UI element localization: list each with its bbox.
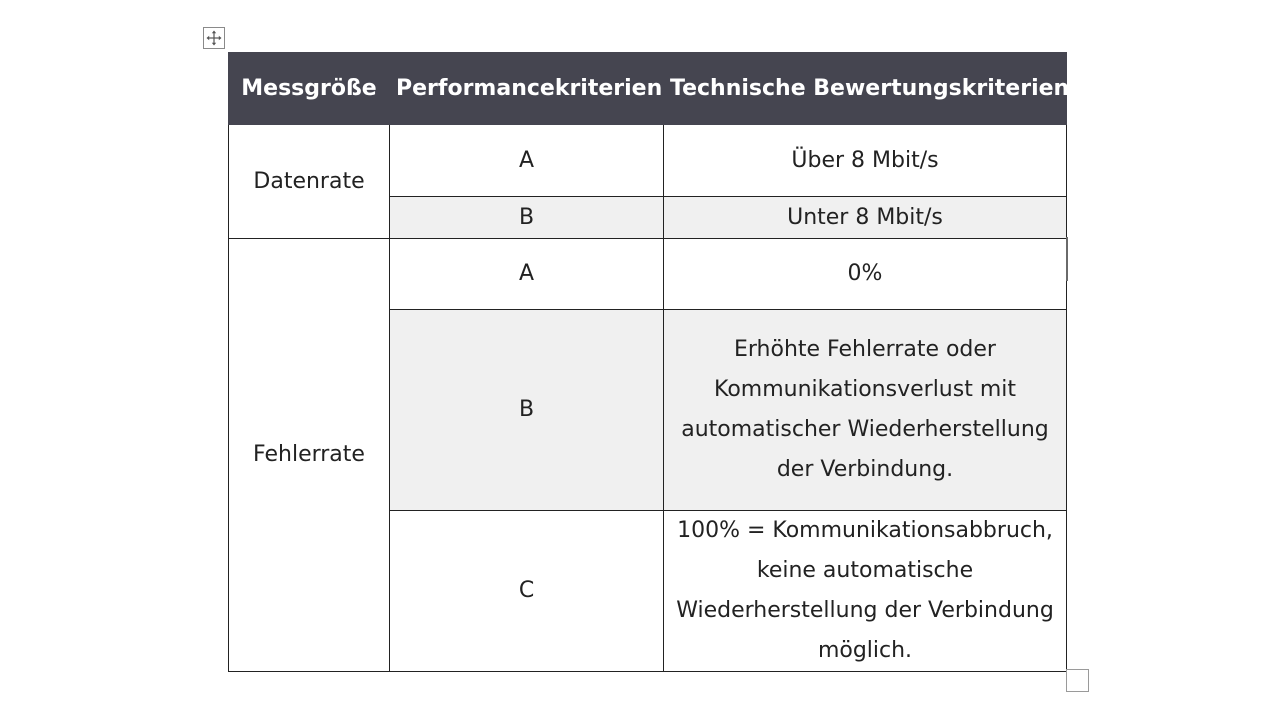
evaluation-cell: Erhöhte Fehlerrate oder Kommunikationsverlust mit automatischer Wiederherstellung der Verbindung. bbox=[664, 310, 1067, 511]
criterion-cell: A bbox=[390, 239, 664, 310]
criterion-cell: C bbox=[390, 511, 664, 672]
measure-cell-fehlerrate: Fehlerrate bbox=[229, 239, 390, 672]
table-resize-handle[interactable] bbox=[1066, 669, 1089, 692]
evaluation-cell: Unter 8 Mbit/s bbox=[664, 197, 1067, 239]
table-row bbox=[229, 239, 1067, 310]
criterion-cell: B bbox=[390, 310, 664, 511]
table-row bbox=[229, 125, 1067, 197]
header-technische-bewertungskriterien: Technische Bewertungskriterien bbox=[664, 53, 1067, 125]
evaluation-cell: Über 8 Mbit/s bbox=[664, 125, 1067, 197]
criterion-cell: B bbox=[390, 197, 664, 239]
criterion-cell: A bbox=[390, 125, 664, 197]
performance-criteria-table bbox=[228, 52, 1070, 672]
evaluation-cell: 0% bbox=[664, 239, 1067, 310]
column-resize-marker[interactable] bbox=[1066, 237, 1068, 281]
evaluation-cell: 100% = Kommunikationsabbruch, keine automatische Wiederherstellung der Verbindung möglich. bbox=[664, 511, 1067, 672]
measure-cell-datenrate: Datenrate bbox=[229, 125, 390, 239]
table-header-row bbox=[229, 53, 1067, 125]
table-move-handle[interactable] bbox=[203, 27, 225, 49]
move-arrows-icon bbox=[206, 30, 222, 46]
header-performancekriterien: Performancekriterien bbox=[390, 53, 664, 125]
header-messgroesse: Messgröße bbox=[229, 53, 390, 125]
